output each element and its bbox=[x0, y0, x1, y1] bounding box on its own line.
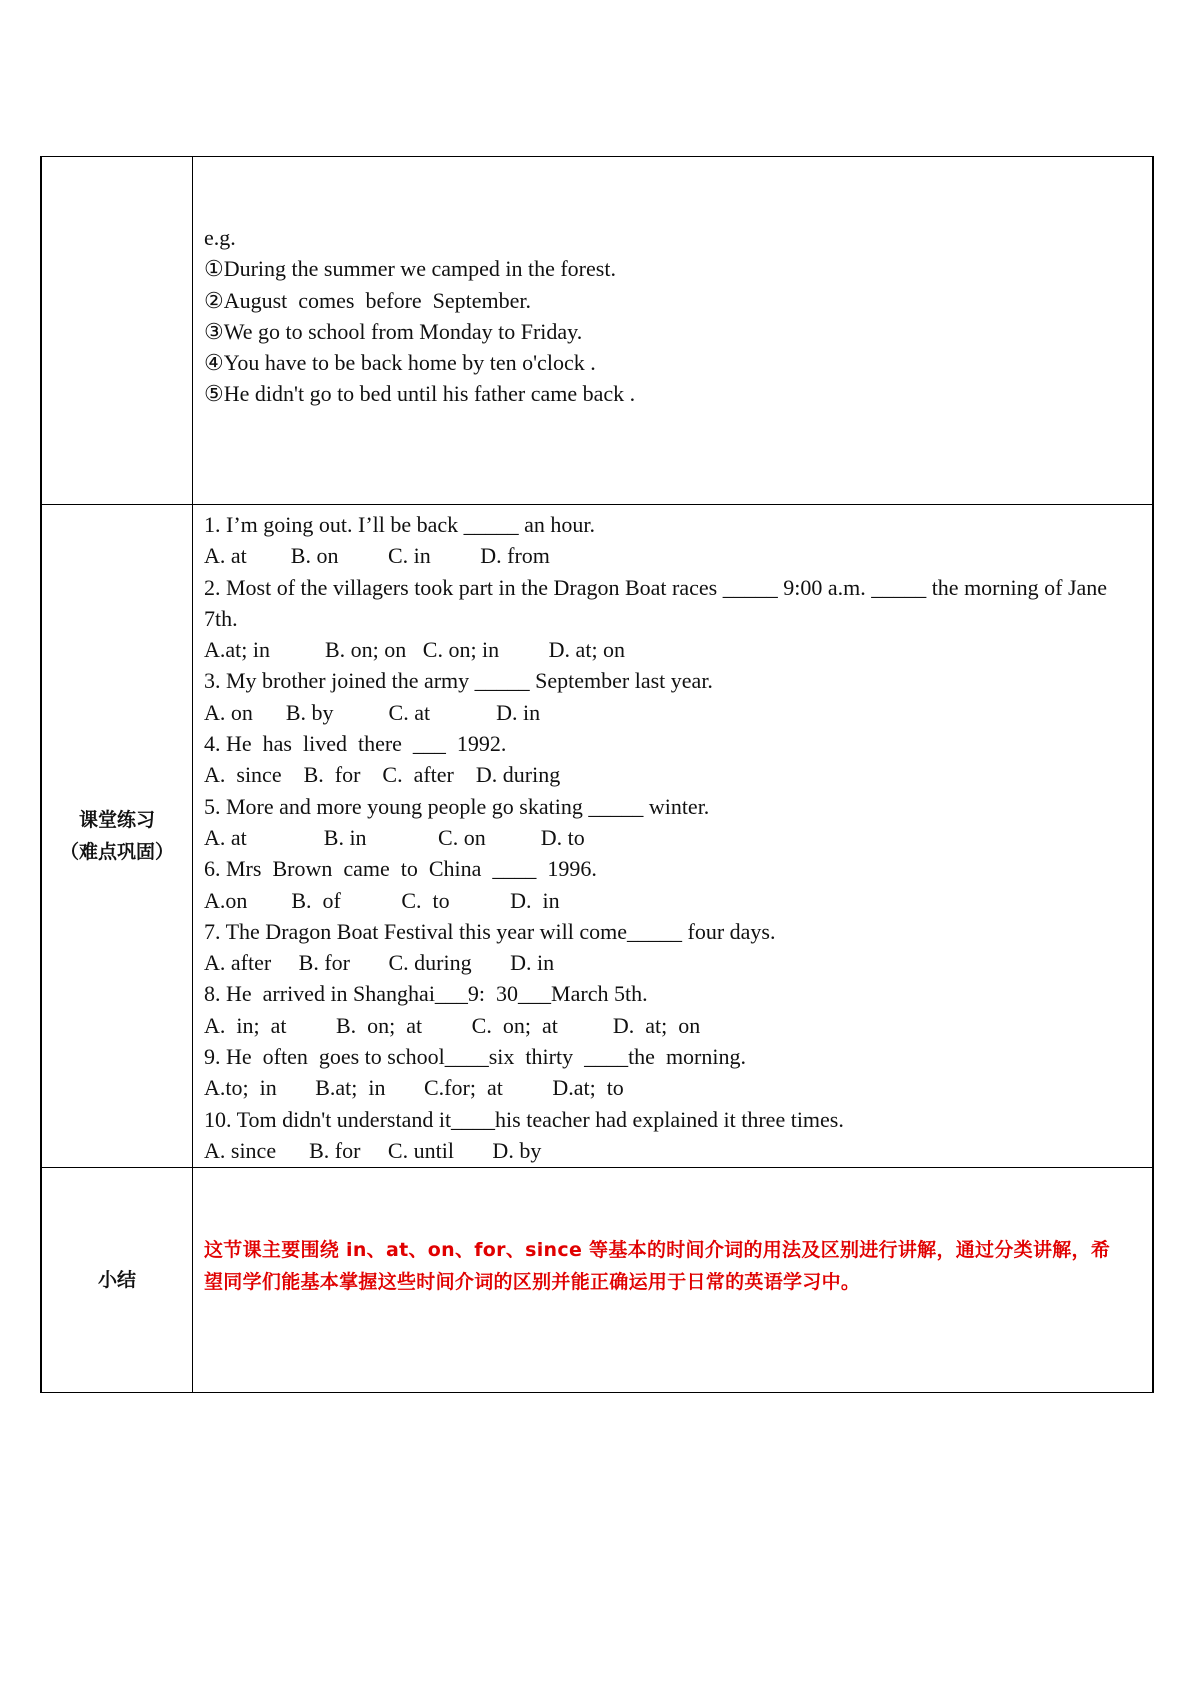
summary-content-cell bbox=[193, 1168, 1154, 1393]
example-sentence: ③We go to school from Monday to Friday. bbox=[204, 318, 583, 344]
question-stem: 7. The Dragon Boat Festival this year will come_____ four days. bbox=[204, 918, 776, 944]
summary-text-line: 这节课主要围绕 in、at、on、for、since 等基本的时间介词的用法及区别进行讲解，通过分类讲解，希 bbox=[204, 1239, 1111, 1261]
question-stem: 3. My brother joined the army _____ September last year. bbox=[204, 668, 713, 694]
question-stem: 10. Tom didn't understand it____his teacher had explained it three times. bbox=[204, 1106, 844, 1132]
question-stem: 9. He often goes to school____six thirty ____the morning. bbox=[204, 1044, 746, 1070]
summary-row bbox=[41, 1168, 1153, 1393]
question-options: A. in; at B. on; at C. on; at D. at; on bbox=[204, 1012, 701, 1038]
question-options: A. after B. for C. during D. in bbox=[204, 950, 555, 976]
question-options: A. at B. on C. in D. from bbox=[204, 543, 550, 569]
example-sentence: ⑤He didn't go to bed until his father came back . bbox=[204, 381, 636, 407]
lesson-table bbox=[40, 156, 1154, 1393]
exercises-label: 课堂练习 bbox=[78, 809, 155, 831]
question-stem: 5. More and more young people go skating _____ winter. bbox=[204, 793, 710, 819]
examples-row bbox=[41, 157, 1153, 505]
example-sentence: ②August comes before September. bbox=[204, 287, 532, 313]
examples-heading: e.g. bbox=[204, 225, 236, 250]
summary-label-cell bbox=[41, 1168, 193, 1393]
example-sentence: ④You have to be back home by ten o'clock . bbox=[204, 350, 596, 376]
exercises-row bbox=[41, 505, 1153, 1168]
exercises-content-cell bbox=[193, 505, 1154, 1168]
question-options: A. on B. by C. at D. in bbox=[204, 699, 541, 725]
exercises-sublabel: （难点巩固） bbox=[59, 841, 174, 863]
question-stem: 6. Mrs Brown came to China ____ 1996. bbox=[204, 856, 597, 882]
question-options: A. since B. for C. until D. by bbox=[204, 1137, 542, 1163]
example-sentence: ①During the summer we camped in the forest. bbox=[204, 256, 616, 282]
question-options: A. since B. for C. after D. during bbox=[204, 762, 561, 788]
summary-label: 小结 bbox=[97, 1269, 136, 1291]
question-stem: 2. Most of the villagers took part in the Dragon Boat races _____ 9:00 a.m. _____ the morning of Jane 7th. bbox=[204, 574, 1113, 631]
summary-text-line: 望同学们能基本掌握这些时间介词的区别并能正确运用于日常的英语学习中。 bbox=[204, 1271, 861, 1293]
question-options: A.at; in B. on; on C. on; in D. at; on bbox=[204, 637, 626, 663]
question-stem: 4. He has lived there ___ 1992. bbox=[204, 731, 507, 757]
examples-content-cell bbox=[193, 157, 1154, 505]
question-options: A.to; in B.at; in C.for; at D.at; to bbox=[204, 1075, 624, 1101]
question-options: A.on B. of C. to D. in bbox=[204, 887, 560, 913]
exercises-label-cell bbox=[41, 505, 193, 1168]
question-stem: 1. I’m going out. I’ll be back _____ an hour. bbox=[204, 512, 596, 537]
examples-label-cell bbox=[41, 157, 193, 505]
question-options: A. at B. in C. on D. to bbox=[204, 824, 585, 850]
question-stem: 8. He arrived in Shanghai___9: 30___March 5th. bbox=[204, 981, 648, 1007]
